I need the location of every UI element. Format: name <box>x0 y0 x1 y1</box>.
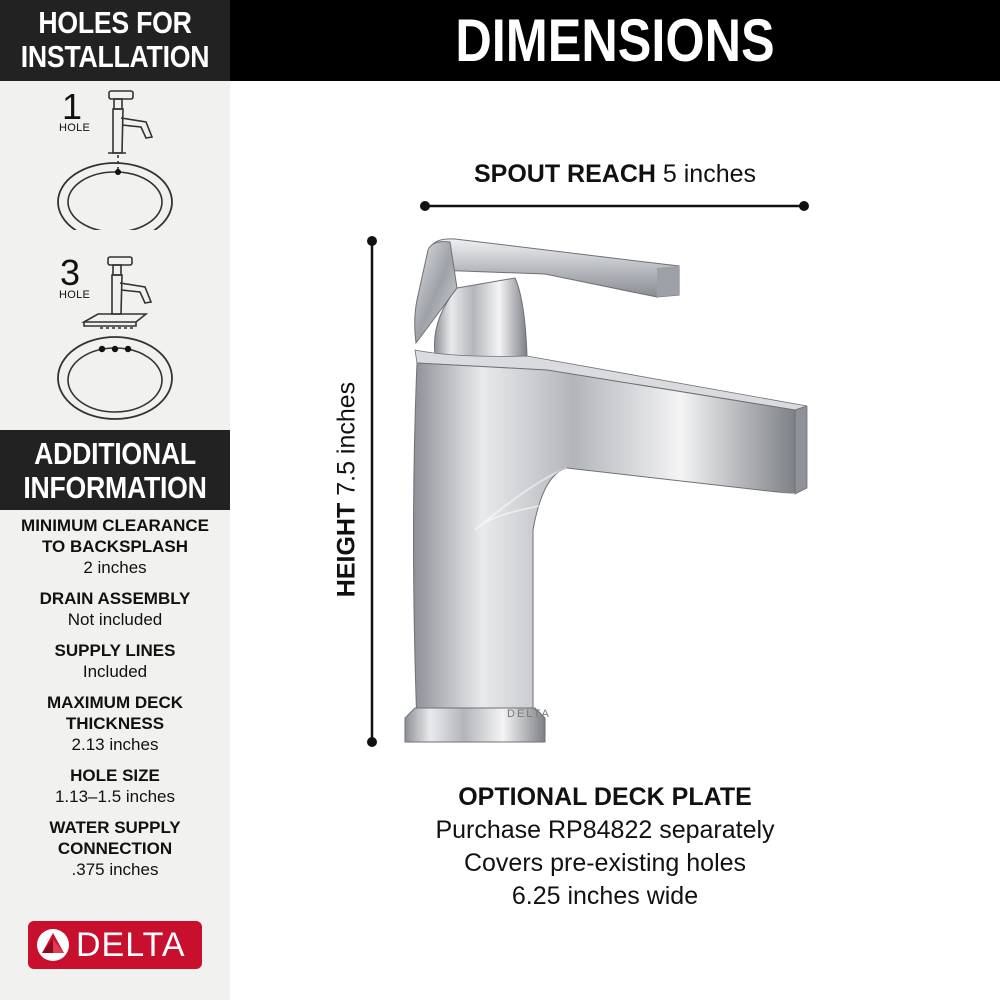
deck-plate-line: Purchase RP84822 separately <box>435 816 775 844</box>
info-value: 1.13–1.5 inches <box>54 787 176 806</box>
info-value: 2 inches <box>83 558 147 577</box>
info-item-water-supply <box>0 817 230 880</box>
spout-reach-label <box>420 160 810 189</box>
info-label: SUPPLY LINES <box>54 641 176 660</box>
delta-logo <box>28 921 202 969</box>
deck-plate-line: Covers pre-existing holes <box>463 849 747 877</box>
sidebar <box>0 0 230 1000</box>
info-list <box>0 515 230 890</box>
page-title: DIMENSIONS <box>230 0 1000 81</box>
info-item-deck-thickness <box>0 692 230 755</box>
spout-reach-name: SPOUT REACH <box>473 160 656 188</box>
delta-triangle-icon <box>36 928 70 962</box>
info-value: Not included <box>67 610 163 629</box>
info-value: 2.13 inches <box>71 735 159 754</box>
info-item-drain <box>0 588 230 630</box>
height-value: 7.5 inches <box>332 381 361 496</box>
info-label: WATER SUPPLY CONNECTION <box>49 818 181 858</box>
info-item-clearance <box>0 515 230 578</box>
spout-reach-measure-line <box>415 196 815 216</box>
info-label: DRAIN ASSEMBLY <box>39 589 191 608</box>
deck-plate-title: OPTIONAL DECK PLATE <box>458 783 752 811</box>
deck-plate-info <box>405 780 805 913</box>
faucet-brand-mark: DELTA <box>507 708 551 720</box>
holes-header: HOLES FOR INSTALLATION <box>0 0 230 81</box>
height-measure-line <box>362 232 382 752</box>
hole-count-3: 3 <box>60 252 81 293</box>
info-label: HOLE SIZE <box>70 766 160 785</box>
height-name: HEIGHT <box>332 502 361 598</box>
deck-plate-line: 6.25 inches wide <box>511 882 699 910</box>
info-item-hole-size <box>0 765 230 807</box>
hole-count-1: 1 <box>62 86 83 127</box>
hole-label-3: HOLE <box>59 289 91 301</box>
info-value: Included <box>82 662 148 681</box>
info-item-supply-lines <box>0 640 230 682</box>
spout-reach-value: 5 inches <box>662 160 757 188</box>
faucet-image <box>395 230 815 750</box>
info-label: MINIMUM CLEARANCE TO BACKSPLASH <box>21 516 209 556</box>
info-label: MAXIMUM DECK THICKNESS <box>47 693 183 733</box>
logo-text: DELTA <box>76 925 186 964</box>
height-label <box>333 375 362 605</box>
hole-label-1: HOLE <box>59 122 91 134</box>
info-header: ADDITIONAL INFORMATION <box>0 430 230 510</box>
info-value: .375 inches <box>71 860 159 879</box>
three-hole-faucet-icon <box>0 0 230 430</box>
